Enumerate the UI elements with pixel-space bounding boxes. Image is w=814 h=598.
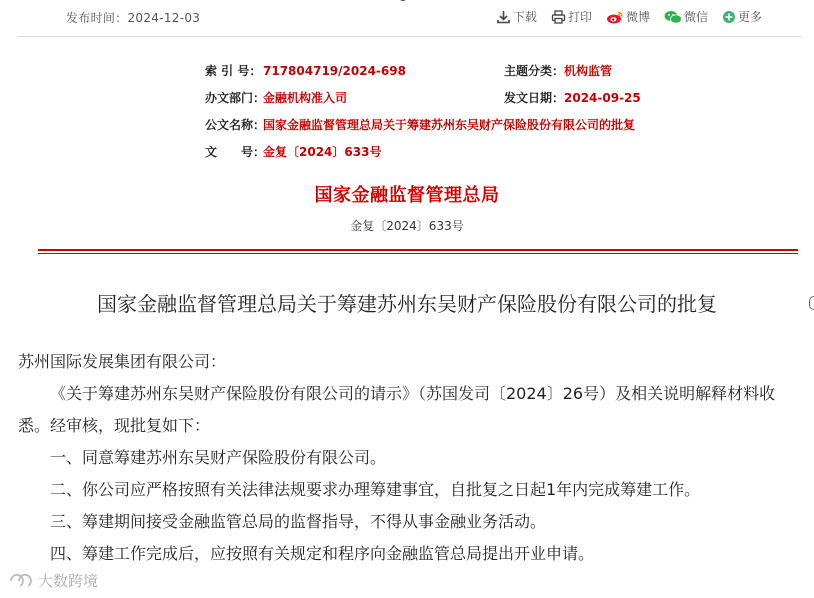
top-edge-mark: [398, 0, 408, 1]
more-label: 更多: [737, 10, 762, 24]
side-edge-mark: [809, 296, 814, 310]
more-share-button[interactable]: [722, 8, 762, 25]
download-icon: [496, 10, 511, 24]
intro-paragraph: 《关于筹建苏州东吴财产保险股份有限公司的请示》（苏国发司〔2024〕26号）及相关说明解释材料收悉。经审核，现批复如下：: [18, 384, 776, 435]
download-button[interactable]: [496, 8, 537, 25]
doc-name-value: 国家金融监督管理总局关于筹建苏州东吴财产保险股份有限公司的批复: [263, 118, 636, 132]
header-divider: [18, 36, 802, 37]
doc-number-label: 文 号：: [205, 145, 266, 159]
dept-value: 金融机构准入司: [263, 91, 348, 105]
doc-number-value: 金复〔2024〕633号: [263, 145, 382, 159]
watermark-text: 大数跨境: [38, 572, 99, 590]
issuer-heading: 国家金融监督管理总局: [314, 185, 500, 206]
date-label: 发文日期：: [504, 91, 565, 105]
salutation: 苏州国际发展集团有限公司：: [18, 352, 227, 371]
dept-label: 办文部门：: [205, 91, 266, 105]
wechat-share-button[interactable]: [664, 8, 708, 25]
topic-value: 机构监管: [564, 64, 613, 78]
date-value: 2024-09-25: [564, 91, 641, 105]
weibo-icon: [606, 10, 624, 24]
item-2: 二、你公司应严格按照有关法律法规要求办理筹建事宜，自批复之日起1年内完成筹建工作。: [50, 480, 701, 499]
download-label: 下载: [512, 10, 537, 24]
weibo-label: 微博: [625, 10, 650, 24]
print-button[interactable]: [551, 8, 592, 25]
document-title: 国家金融监督管理总局关于筹建苏州东吴财产保险股份有限公司的批复: [97, 292, 717, 316]
doc-name-label: 公文名称：: [205, 118, 266, 132]
wechat-label: 微信: [683, 10, 708, 24]
wechat-icon: [664, 10, 682, 24]
publish-date: 发布时间：2024-12-03: [66, 11, 201, 25]
red-divider-thin: [38, 253, 798, 254]
print-label: 打印: [567, 10, 592, 24]
item-4: 四、筹建工作完成后，应按照有关规定和程序向金融监管总局提出开业申请。: [50, 544, 595, 563]
index-label: 索 引 号：: [205, 64, 262, 78]
top-bar: [0, 0, 814, 36]
share-toolbar: [496, 8, 762, 25]
item-3: 三、筹建期间接受金融监管总局的监督指导，不得从事金融业务活动。: [50, 512, 547, 531]
document-body: [18, 346, 802, 570]
weibo-share-button[interactable]: [606, 8, 650, 25]
topic-label: 主题分类：: [504, 64, 565, 78]
red-divider-thick: [38, 249, 798, 251]
more-icon: [722, 10, 736, 24]
print-icon: [551, 10, 566, 24]
watermark: [8, 570, 98, 591]
index-value: 717804719/2024-698: [263, 64, 406, 78]
item-1: 一、同意筹建苏州东吴财产保险股份有限公司。: [50, 448, 387, 467]
doc-number: 金复〔2024〕633号: [350, 219, 464, 233]
watermark-logo-icon: [8, 572, 34, 590]
